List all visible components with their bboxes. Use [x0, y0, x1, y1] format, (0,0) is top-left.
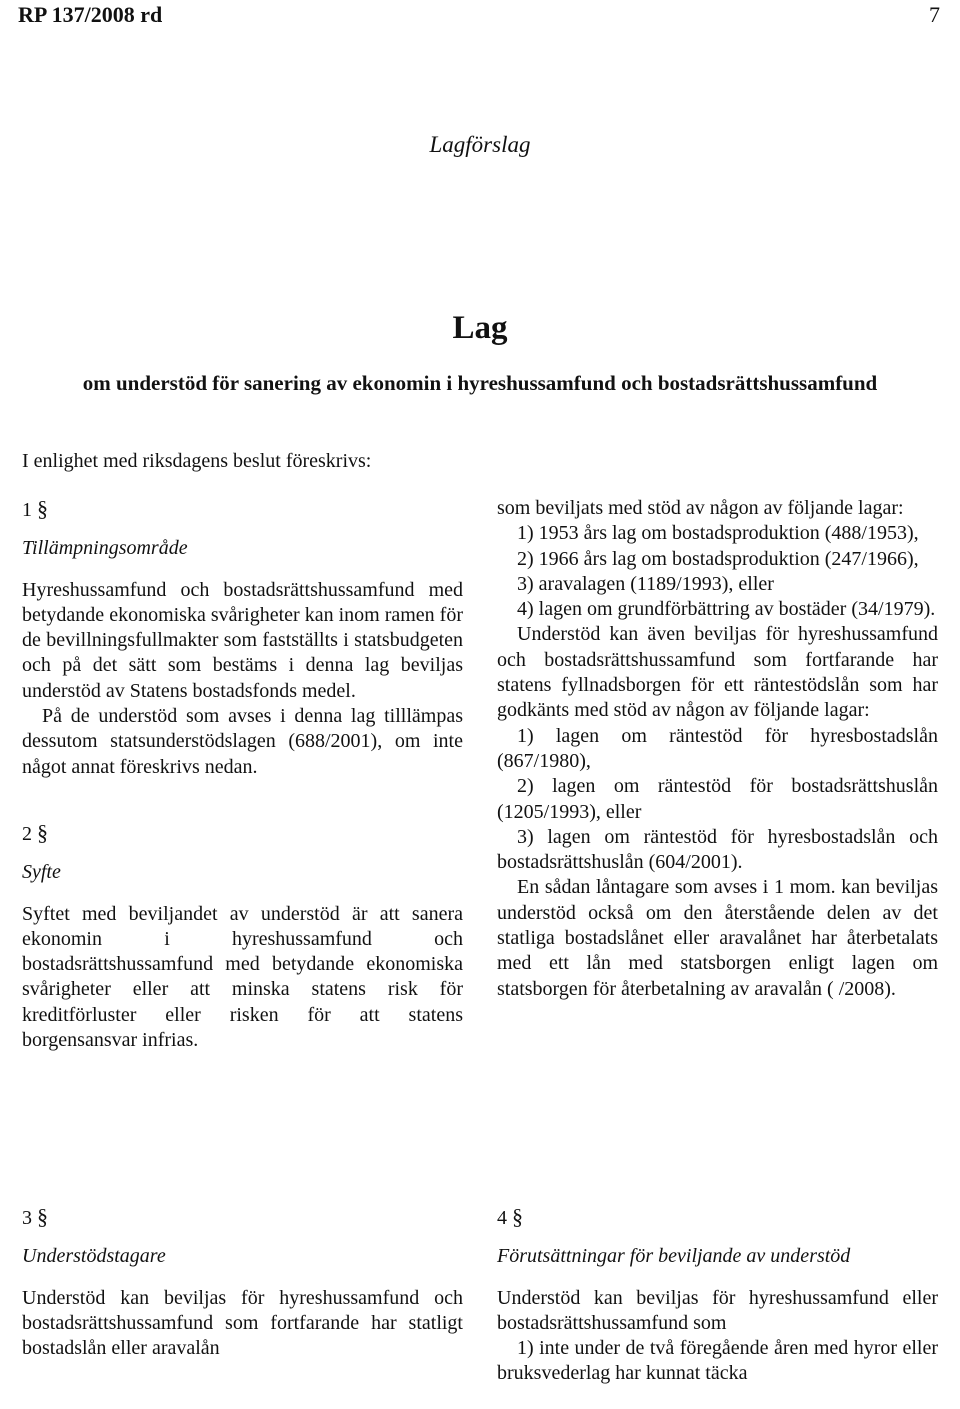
section-heading: Lagförslag [429, 132, 531, 157]
left-column [22, 496, 463, 1053]
section-2-title: Syfte [22, 861, 61, 884]
document-reference: RP 137/2008 rd [18, 2, 163, 27]
section-4-heading [497, 1204, 938, 1231]
section-sign: § [37, 1204, 48, 1229]
section-4-number: 4 [497, 1207, 507, 1229]
section-4-paragraph-1: Understöd kan beviljas för hyreshussamfund eller bostadsrättshussamfund som [497, 1286, 938, 1334]
section-1-paragraph-1: Hyreshussamfund och bostadsrättshussamfund med betydande ekonomiska svårigheter kan inom ramen för de bevillningsfullmakter som fastställts i statsbudgeten och på det sätt som bestäms i denna lag beviljas understöd av Statens bostadsfonds medel. [22, 578, 463, 702]
list-item: 2) lagen om räntestöd för bostadsrättshuslån (1205/1993), eller [497, 775, 938, 823]
continuation-paragraph-3: En sådan låntagare som avses i 1 mom. kan beviljas understöd också om den återstående delen av det statliga bostadslånet eller aravalånet har återbetalats med ett lån med statsborgen enligt lagen om statsborgen för återbetalning av aravalån ( /2008). [497, 876, 938, 1000]
list-item: 1) 1953 års lag om bostadsproduktion (488/1953), [517, 522, 919, 545]
list-item: 3) lagen om räntestöd för hyresbostadslån och bostadsrättshuslån (604/2001). [497, 825, 938, 874]
section-1-number: 1 [22, 499, 32, 521]
law-title: Lag [452, 310, 508, 346]
section-1-title: Tillämpningsområde [22, 537, 188, 560]
section-4-title: Förutsättningar för beviljande av understöd [497, 1245, 851, 1268]
law-subtitle: om understöd för sanering av ekonomin i hyreshussamfund och bostadsrättshussamfund [82, 371, 878, 395]
section-3-number: 3 [22, 1207, 32, 1229]
section-2-number: 2 [22, 822, 32, 845]
section-1-heading [22, 496, 463, 523]
continuation-lead: som beviljats med stöd av någon av följande lagar: [497, 497, 904, 519]
section-1-paragraph-2: På de understöd som avses i denna lag tilllämpas dessutom statsunderstödslagen (688/2001), om inte något annat föreskrivs nedan. [22, 705, 463, 778]
continuation-paragraph-2: Understöd kan även beviljas för hyreshussamfund och bostadsrättshussamfund som fortfarande har statens fyllnadsborgen för ett räntestödslån som har godkänts med stöd av någon av följande lagar: [497, 623, 938, 722]
list-item: 1) lagen om räntestöd för hyresbostadslån (867/1980), [497, 724, 938, 772]
section-sign: § [37, 496, 48, 521]
section-4-block [497, 1204, 938, 1387]
list-item: 3) aravalagen (1189/1993), eller [517, 572, 774, 595]
section-3-heading [22, 1204, 463, 1231]
section-2-paragraph-1: Syftet med beviljandet av understöd är att sanera ekonomin i hyreshussamfund och bostadsrättshussamfund med betydande ekonomiska svårigheter eller att minska statens risk för kreditförluster eller risken för att statens borgensansvar infrias. [22, 902, 463, 1052]
section-sign: § [37, 819, 48, 845]
section-3-block [22, 1204, 463, 1361]
section-3-paragraph-1: Understöd kan beviljas för hyreshussamfund och bostadsrättshussamfund som fortfarande har statligt bostadslån eller aravalån [22, 1286, 463, 1360]
section-3-title: Understödstagare [22, 1245, 166, 1268]
enacting-clause: I enlighet med riksdagens beslut föreskrivs: [22, 450, 372, 472]
section-4-paragraph-2: 1) inte under de två föregående åren med hyror eller bruksvederlag har kunnat täcka [497, 1337, 938, 1385]
section-sign: § [512, 1204, 523, 1229]
section-2-heading [22, 820, 463, 847]
right-column [497, 496, 938, 1002]
list-item: 4) lagen om grundförbättring av bostäder (34/1979). [517, 598, 936, 621]
list-item: 2) 1966 års lag om bostadsproduktion (247/1966), [517, 547, 919, 570]
page-number: 7 [929, 2, 940, 27]
